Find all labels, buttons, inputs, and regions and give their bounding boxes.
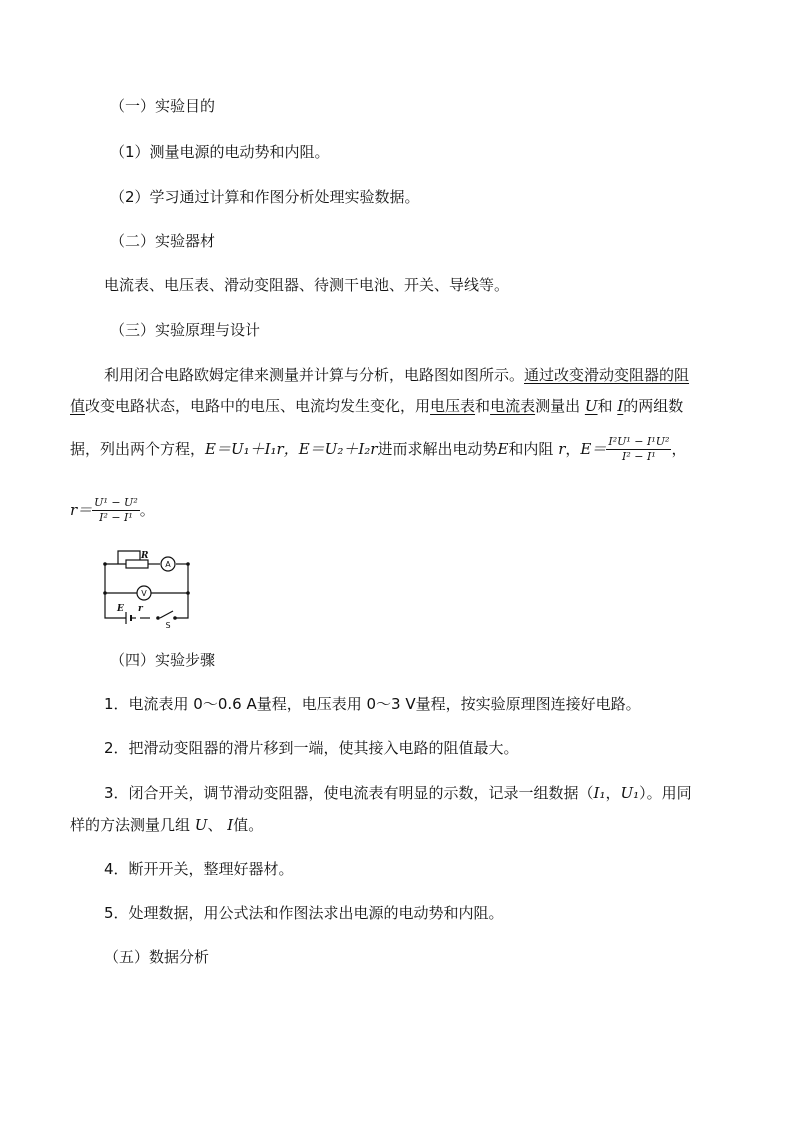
E-formula-fraction xyxy=(606,435,671,464)
rheostat xyxy=(126,560,148,568)
step-text: 样的方法测量几组 xyxy=(70,816,191,834)
junction-dot xyxy=(186,591,190,595)
r-formula-fraction xyxy=(92,496,140,525)
E-formula-label: E＝ xyxy=(580,440,607,458)
label-R: R xyxy=(141,551,149,561)
label-S: S xyxy=(165,621,171,628)
principle-text: ， xyxy=(671,440,687,458)
variable-E: E xyxy=(497,440,509,458)
switch-contact xyxy=(156,616,160,620)
principle-text: 和 xyxy=(475,397,491,415)
E-numerator: I²U¹ − I¹U² xyxy=(608,435,670,448)
step-4: 4．断开开关，整理好器材。 xyxy=(104,860,294,878)
E-denominator: I² − I¹ xyxy=(622,450,656,463)
circuit-diagram xyxy=(100,548,200,628)
r-denominator: I² − I¹ xyxy=(99,511,133,524)
section-purpose-title: （一）实验目的 xyxy=(110,97,216,115)
variable-I: I xyxy=(617,397,624,415)
label-E: E xyxy=(117,604,124,614)
junction-dot xyxy=(103,562,107,566)
data-I1: I₁ xyxy=(593,784,606,802)
variable-I: I xyxy=(227,816,234,834)
step-text: ， xyxy=(605,784,621,802)
principle-text: 和 xyxy=(597,397,613,415)
rheostat-slider xyxy=(118,551,140,564)
principle-text: 测量出 xyxy=(535,397,581,415)
junction-dot xyxy=(186,562,190,566)
purpose-item-1: （1）测量电源的电动势和内阻。 xyxy=(110,143,330,161)
principle-underline: 通过改变滑动变阻器的阻 xyxy=(524,366,690,384)
purpose-item-2: （2）学习通过计算和作图分析处理实验数据。 xyxy=(110,188,420,206)
voltmeter-term: 电压表 xyxy=(430,397,476,415)
variable-U: U xyxy=(584,397,598,415)
principle-text: 改变电路状态，电路中的电压、电流均发生变化，用 xyxy=(85,397,431,415)
principle-text: 利用闭合电路欧姆定律来测量并计算与分析，电路图如图所示。 xyxy=(104,366,525,384)
label-A: A xyxy=(165,560,171,569)
data-U1: U₁ xyxy=(620,784,640,802)
section-principle-title: （三）实验原理与设计 xyxy=(110,321,261,339)
step-3-line-1 xyxy=(104,783,692,803)
section-equipment-title: （二）实验器材 xyxy=(110,232,216,250)
principle-line-2 xyxy=(70,396,683,416)
principle-text: 据，列出两个方程， xyxy=(70,440,206,458)
switch-contact xyxy=(173,616,177,620)
variable-r: r xyxy=(558,440,566,458)
r-formula-label: r＝ xyxy=(70,501,93,519)
step-text: 值。 xyxy=(233,816,264,834)
variable-U: U xyxy=(194,816,208,834)
junction-dot xyxy=(103,591,107,595)
step-text: ）。用同 xyxy=(639,784,692,802)
equipment-text: 电流表、电压表、滑动变阻器、待测干电池、开关、导线等。 xyxy=(104,276,510,294)
principle-text: ， xyxy=(565,440,581,458)
ammeter-term: 电流表 xyxy=(490,397,536,415)
step-text: 3．闭合开关，调节滑动变阻器，使电流表有明显的示数，记录一组数据（ xyxy=(104,784,594,802)
section-steps-title: （四）实验步骤 xyxy=(110,651,216,669)
step-1: 1．电流表用 0～0.6 A量程，电压表用 0～3 V量程，按实验原理图连接好电路。 xyxy=(104,695,641,713)
principle-line-4 xyxy=(70,488,155,532)
principle-underline: 值 xyxy=(70,397,86,415)
step-text: 、 xyxy=(207,816,223,834)
principle-text: 的两组数 xyxy=(623,397,684,415)
wire-bottom-right xyxy=(175,564,188,618)
principle-line-1 xyxy=(104,365,689,385)
step-2: 2．把滑动变阻器的滑片移到一端，使其接入电路的阻值最大。 xyxy=(104,739,519,757)
principle-text: 。 xyxy=(139,501,155,519)
principle-line-3 xyxy=(70,427,686,471)
switch-blade xyxy=(160,611,173,618)
r-numerator: U¹ − U² xyxy=(94,496,138,509)
principle-text: 进而求解出电动势 xyxy=(377,440,498,458)
equation-1: E＝U₁＋I₁r， xyxy=(205,440,299,458)
principle-text: 和内阻 xyxy=(508,440,554,458)
section-analysis-title: （五）数据分析 xyxy=(104,948,210,966)
label-r: r xyxy=(138,604,143,614)
step-3-line-2 xyxy=(70,815,263,835)
equation-2: E＝U₂＋I₂r xyxy=(298,440,378,458)
step-5: 5．处理数据，用公式法和作图法求出电源的电动势和内阻。 xyxy=(104,904,504,922)
label-V: V xyxy=(141,589,147,598)
